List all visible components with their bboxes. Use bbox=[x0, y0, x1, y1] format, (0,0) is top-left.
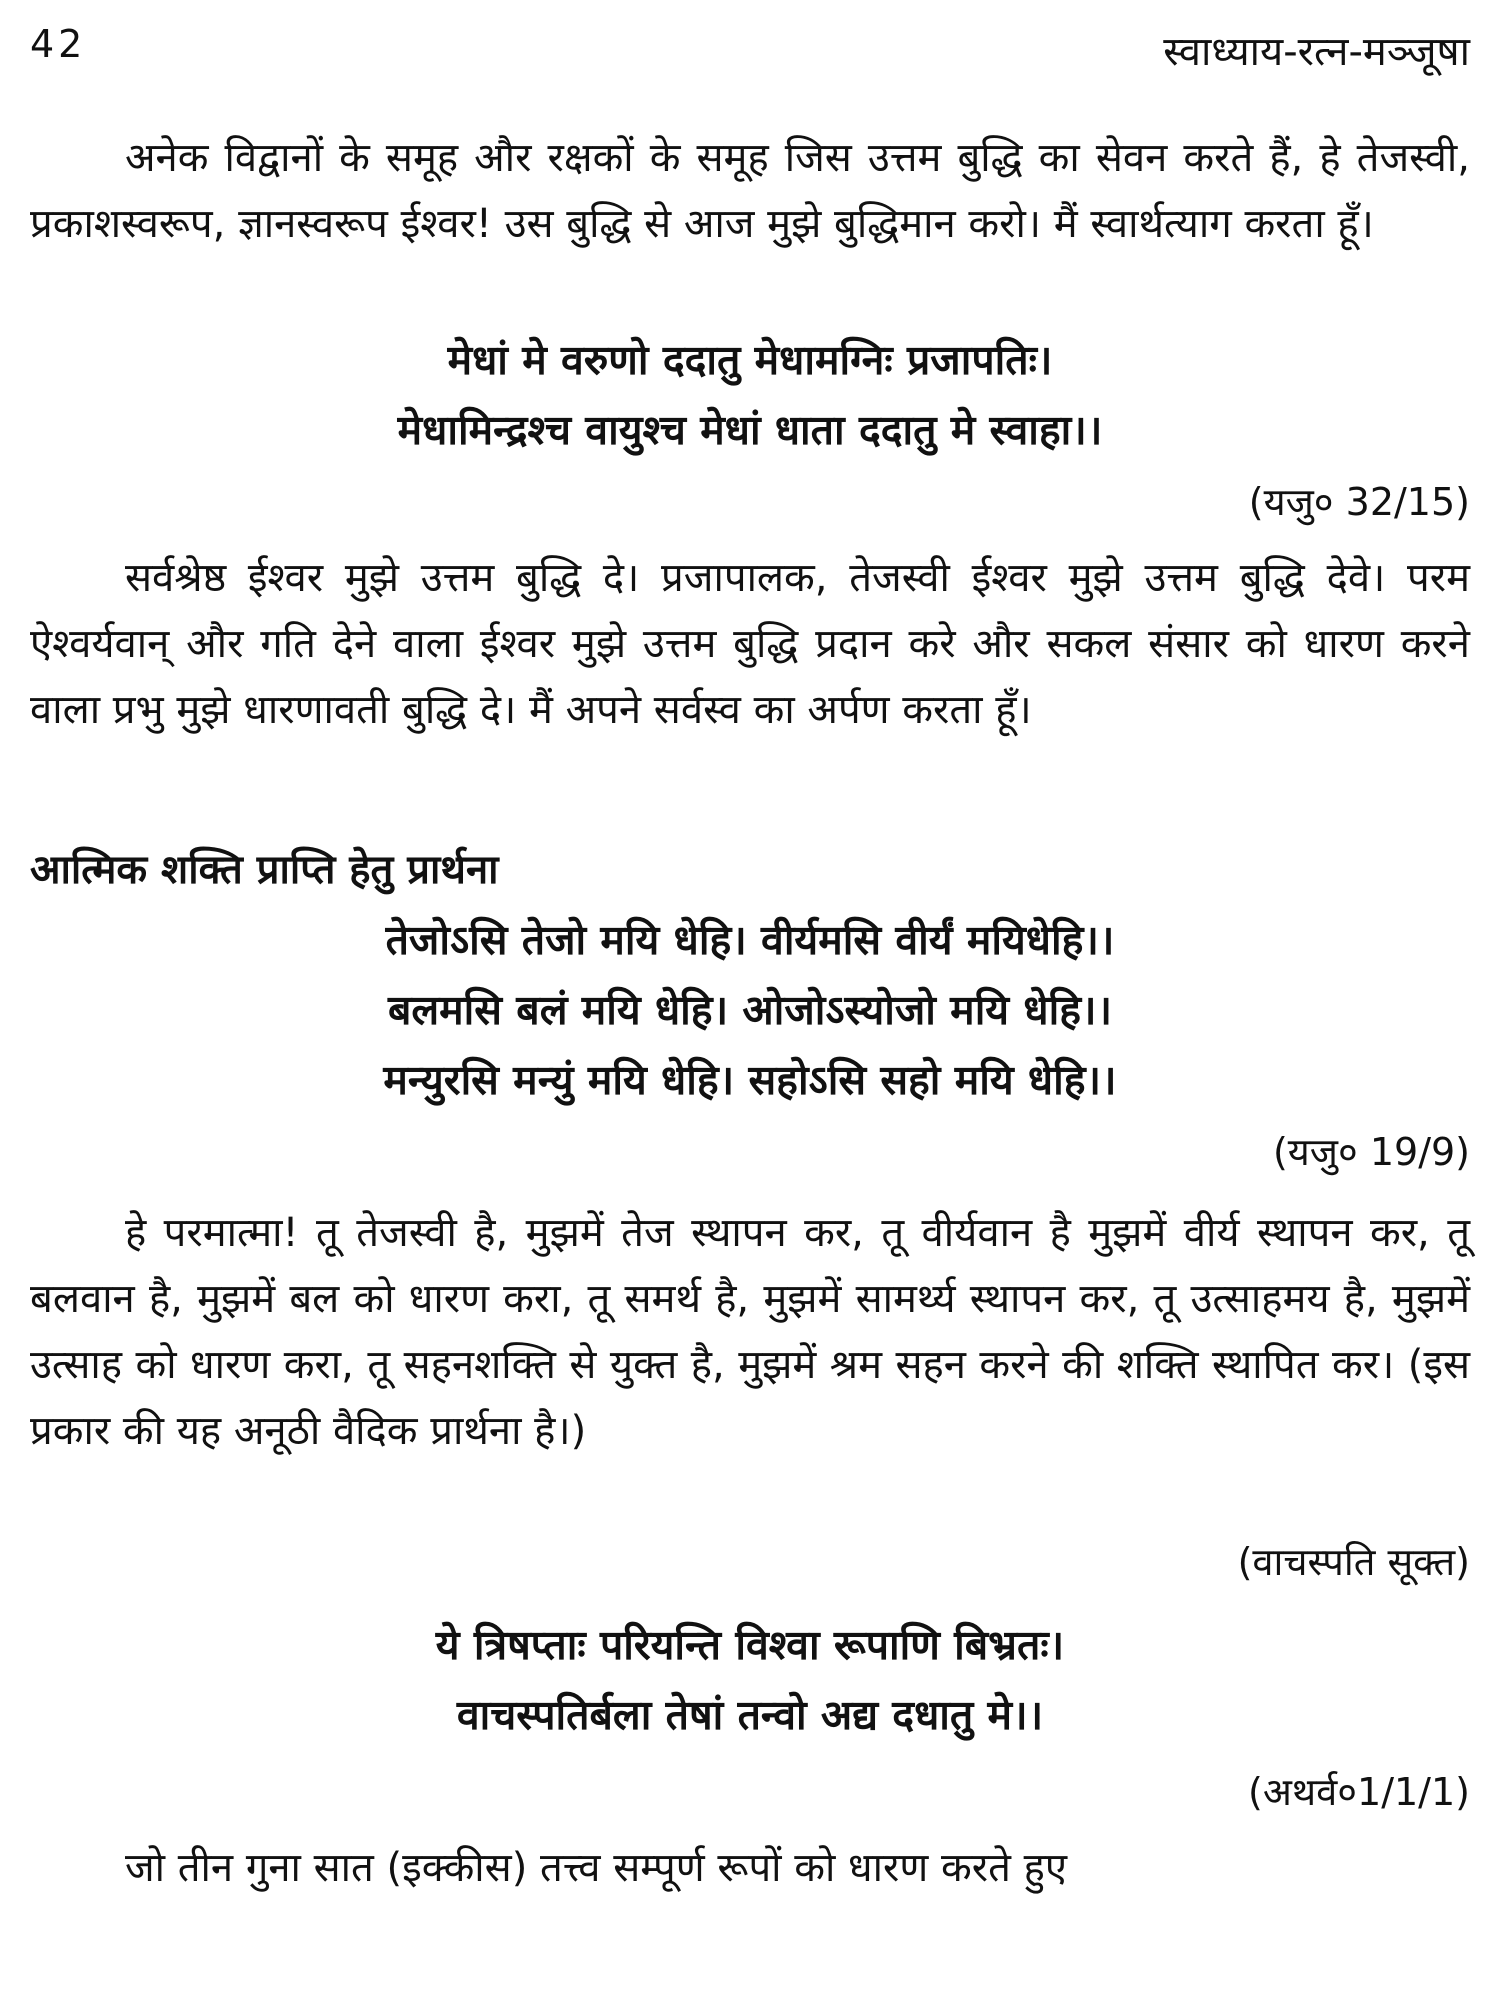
page-header bbox=[30, 22, 1470, 82]
running-title: स्वाध्याय-रत्न-मञ्जूषा bbox=[1163, 29, 1470, 75]
verse-2-reference: (यजु० 19/9) bbox=[1272, 1130, 1470, 1174]
verse-1-reference: (यजु० 32/15) bbox=[1248, 480, 1470, 524]
verse-2-line-1: तेजोऽसि तेजो मयि धेहि। वीर्यमसि वीर्यं मयिधेहि।। bbox=[385, 916, 1115, 964]
sukta-reference: (वाचस्पति सूक्त) bbox=[1237, 1540, 1470, 1584]
paragraph-2: सर्वश्रेष्ठ ईश्वर मुझे उत्तम बुद्धि दे। प्रजापालक, तेजस्वी ईश्वर मुझे उत्तम बुद्धि देवे। परम ऐश्वर्यवान् और गति देने वाला ईश्वर मुझे उत्तम बुद्धि प्रदान करे और सकल संसार को धारण करने वाला प्रभु मुझे धारणावती बुद्धि दे। मैं अपने सर्वस्व का अर्पण करता हूँ। bbox=[30, 555, 1470, 733]
verse-1-line-2: मेधामिन्द्रश्च वायुश्च मेधां धाता ददातु मे स्वाहा।। bbox=[397, 406, 1103, 454]
verse-3-line-2: वाचस्पतिर्बला तेषां तन्वो अद्य दधातु मे।। bbox=[456, 1691, 1044, 1739]
paragraph-3: हे परमात्मा! तू तेजस्वी है, मुझमें तेज स्थापन कर, तू वीर्यवान है मुझमें वीर्य स्थापन कर, तू बलवान है, मुझमें बल को धारण करा, तू समर्थ है, मुझमें सामर्थ्य स्थापन कर, तू उत्साहमय है, मुझमें उत्साह को धारण करा, तू सहनशक्ति से युक्त है, मुझमें श्रम सहन करने की शक्ति स्थापित कर। (इस प्रकार की यह अनूठी वैदिक प्रार्थना है।) bbox=[30, 1210, 1470, 1454]
paragraph-4: जो तीन गुना सात (इक्कीस) तत्त्व सम्पूर्ण रूपों को धारण करते हुए bbox=[125, 1845, 1067, 1891]
verse-3-line-1: ये त्रिषप्ताः परियन्ति विश्वा रूपाणि बिभ्रतः। bbox=[435, 1621, 1065, 1669]
page-number: 42 bbox=[30, 22, 87, 66]
verse-3-reference: (अथर्व०1/1/1) bbox=[1248, 1770, 1470, 1814]
paragraph-1: अनेक विद्वानों के समूह और रक्षकों के समूह जिस उत्तम बुद्धि का सेवन करते हैं, हे तेजस्वी, प्रकाशस्वरूप, ज्ञानस्वरूप ईश्वर! उस बुद्धि से आज मुझे बुद्धिमान करो। मैं स्वार्थत्याग करता हूँ। bbox=[30, 135, 1470, 247]
section-heading: आत्मिक शक्ति प्राप्ति हेतु प्रार्थना bbox=[30, 847, 499, 893]
verse-2-line-3: मन्युरसि मन्युं मयि धेहि। सहोऽसि सहो मयि धेहि।। bbox=[383, 1056, 1117, 1104]
verse-2-line-2: बलमसि बलं मयि धेहि। ओजोऽस्योजो मयि धेहि।। bbox=[387, 986, 1113, 1034]
verse-1-line-1: मेधां मे वरुणो ददातु मेधामग्निः प्रजापतिः। bbox=[447, 336, 1053, 384]
